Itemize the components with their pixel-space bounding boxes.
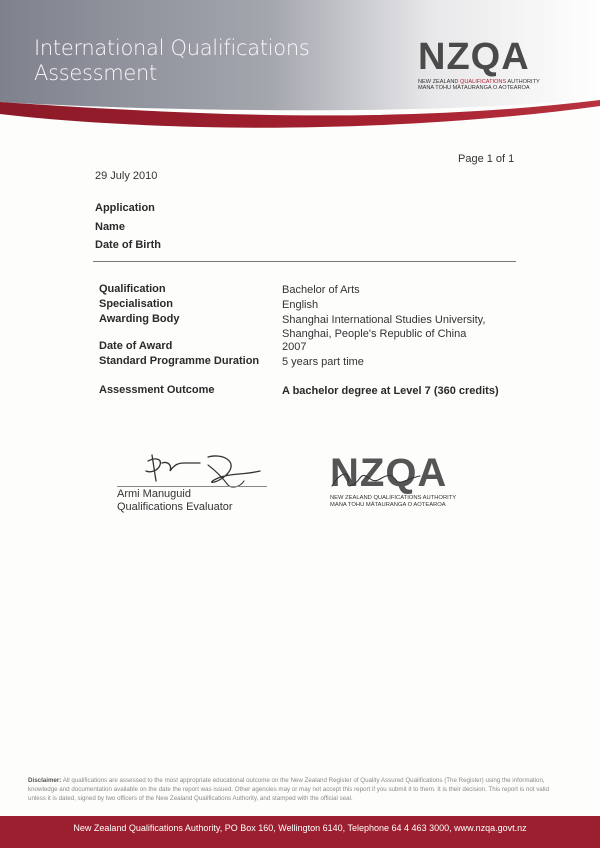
- stamp-subtitle: NEW ZEALAND QUALIFICATIONS AUTHORITY MANA TOHU MĀTAURANGA O AOTEAROA: [330, 495, 457, 508]
- disclaimer-label: Disclaimer:: [28, 777, 62, 784]
- nzqa-logo: [418, 38, 540, 92]
- date-of-award-value: 2007: [282, 341, 307, 353]
- duration-label: Standard Programme Duration: [99, 355, 260, 367]
- evaluator-title: Qualifications Evaluator: [117, 501, 233, 513]
- disclaimer: [28, 776, 568, 803]
- date-of-award-label: Date of Award: [99, 340, 173, 352]
- stamp-word: NZQA: [330, 451, 448, 495]
- awarding-body-value: Shanghai International Studies University, Shanghai, People's Republic of China: [282, 314, 486, 340]
- header-title-line1: International Qualifications: [34, 36, 310, 60]
- header-title-line2: Assessment: [34, 61, 157, 85]
- section-divider: [93, 261, 516, 262]
- awarding-body-label: Awarding Body: [99, 313, 180, 325]
- dob-label: Date of Birth: [95, 239, 161, 251]
- duration-value: 5 years part time: [282, 356, 364, 368]
- evaluator-name: Armi Manuguid: [117, 488, 191, 500]
- assessment-outcome-label: Assessment Outcome: [99, 384, 215, 396]
- page-number: Page 1 of 1: [458, 153, 515, 165]
- signature-line: [117, 486, 267, 487]
- footer-contact: New Zealand Qualifications Authority, PO Box 160, Wellington 6140, Telephone 64 4 463 3000, www.nzqa.govt.nz: [73, 823, 527, 833]
- nzqa-logo-subtitle: NEW ZEALAND QUALIFICATIONS AUTHORITY MANA TOHU MĀTAURANGA O AOTEAROA: [418, 79, 540, 92]
- document-date: 29 July 2010: [95, 170, 158, 182]
- name-label: Name: [95, 221, 125, 233]
- application-label: Application: [95, 202, 155, 214]
- qualification-label: Qualification: [99, 283, 166, 295]
- stamp-signature-scrawl: [330, 464, 430, 494]
- assessment-outcome-value: A bachelor degree at Level 7 (360 credits): [282, 385, 499, 397]
- specialisation-value: English: [282, 299, 319, 311]
- qualification-value: Bachelor of Arts: [282, 284, 360, 296]
- evaluator-block: [117, 488, 233, 514]
- header-banner: [0, 0, 600, 130]
- disclaimer-text: All qualifications are assessed to the most appropriate educational outcome on the New Zealand Register of Quality Assured Qualifications (The Register) using the information, knowledge and documentation available on the date the report was issued. Other agencies may or may not accept this report if you submit it to them. It is their decision. This report is not valid unless it is dated, signed by two officers of the New Zealand Qualifications Authority, and stamped with the official seal.: [28, 777, 549, 802]
- specialisation-label: Specialisation: [99, 298, 173, 310]
- nzqa-logo-word: NZQA: [418, 36, 530, 78]
- evaluator-signature: [112, 451, 272, 491]
